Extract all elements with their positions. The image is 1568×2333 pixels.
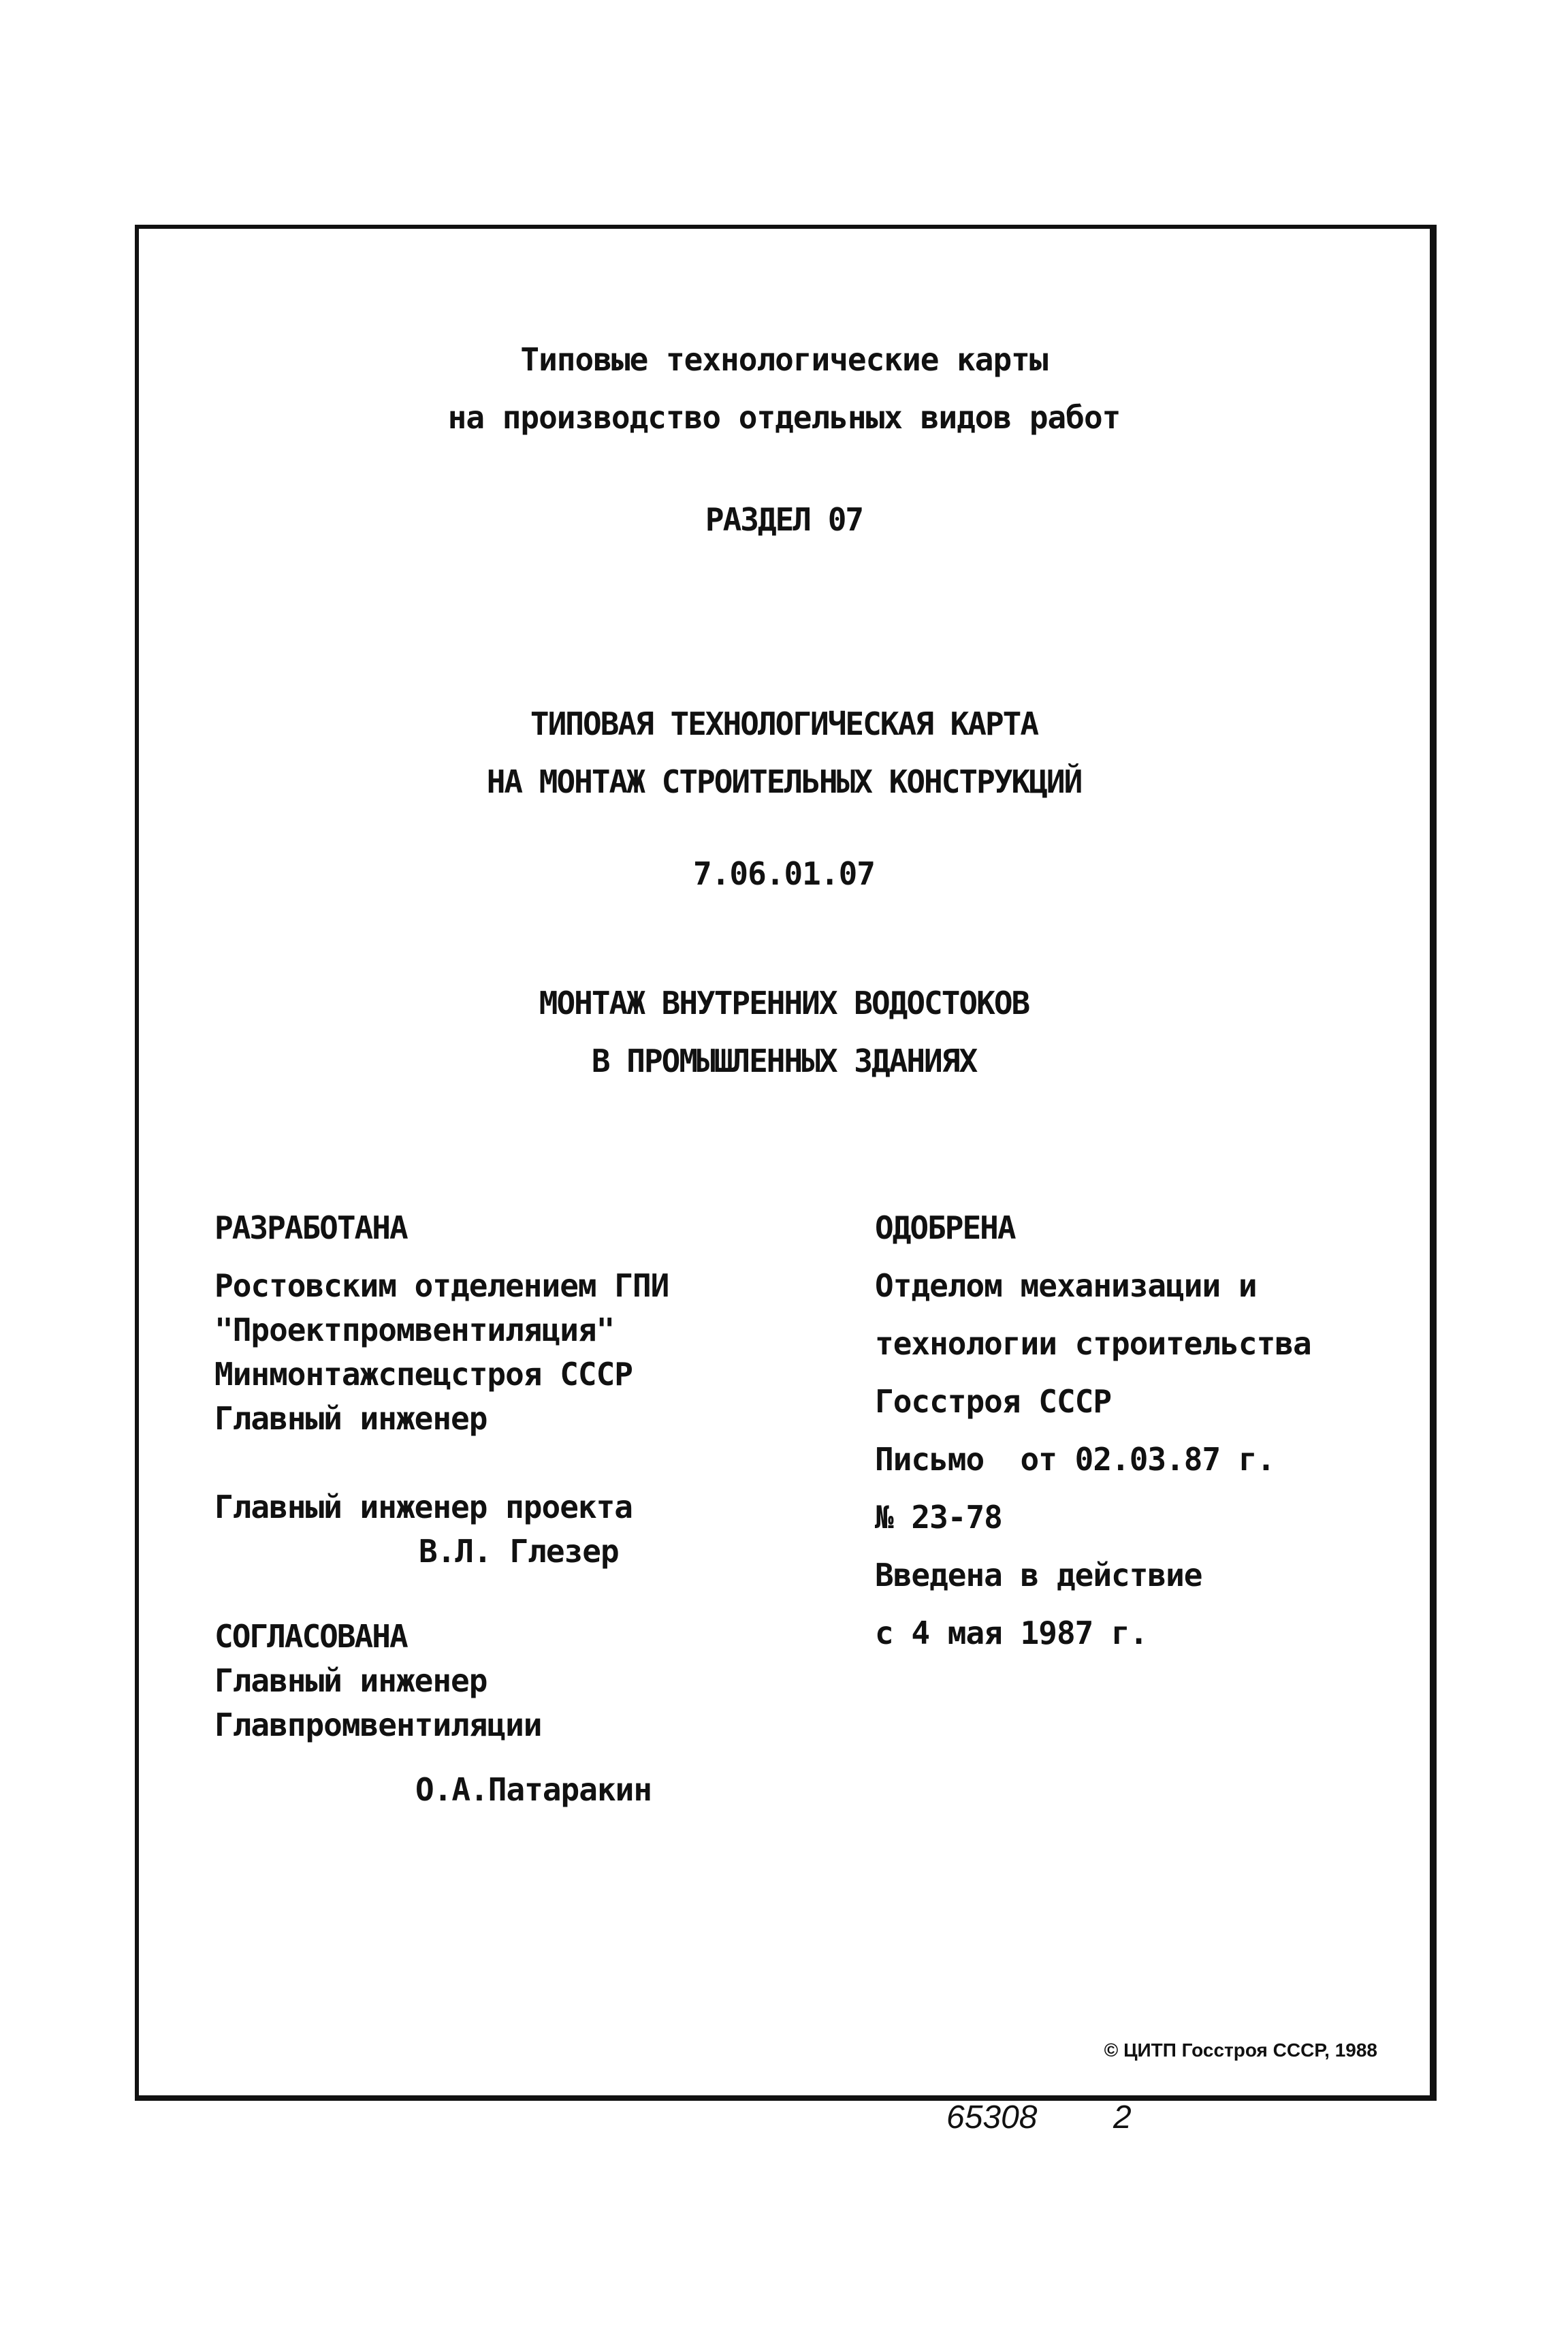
approved-heading: ОДОБРЕНА [875, 1209, 1015, 1246]
developed-line-3: Минмонтажспецстроя СССР [214, 1356, 633, 1393]
header-line-2: на производство отдельных видов работ [447, 399, 1121, 436]
developed-line-1: Ростовским отделением ГПИ [214, 1267, 669, 1304]
approved-letter-date: Письмо от 02.03.87 г. [875, 1441, 1275, 1478]
developed-line-4: Главный инженер [214, 1400, 487, 1437]
agreed-line-1: Главный инженер [214, 1662, 487, 1699]
header-line-1: Типовые технологические карты [520, 341, 1048, 378]
agreed-heading: СОГЛАСОВАНА [214, 1618, 407, 1655]
developed-line-2: "Проектпромвентиляция" [214, 1312, 615, 1348]
document-code: 7.06.01.07 [693, 855, 875, 892]
approved-letter-number: № 23-78 [875, 1499, 1002, 1536]
section-label: РАЗДЕЛ 07 [705, 501, 863, 538]
chief-project-engineer-title: Главный инженер проекта [214, 1489, 633, 1525]
subject-line-2: В ПРОМЫШЛЕННЫХ ЗДАНИЯХ [591, 1043, 977, 1079]
developed-heading: РАЗРАБОТАНА [214, 1209, 407, 1246]
document-number: 65308 [946, 2099, 1038, 2136]
title-line-1: ТИПОВАЯ ТЕХНОЛОГИЧЕСКАЯ КАРТА [530, 705, 1038, 742]
copyright-notice: © ЦИТП Госстроя СССР, 1988 [1104, 2040, 1377, 2061]
approved-line-6: Введена в действие [875, 1557, 1202, 1593]
title-line-2: НА МОНТАЖ СТРОИТЕЛЬНЫХ КОНСТРУКЦИЙ [486, 763, 1082, 800]
subject-line-1: МОНТАЖ ВНУТРЕННИХ ВОДОСТОКОВ [539, 985, 1029, 1021]
chief-project-engineer-name: В.Л. Глезер [419, 1533, 619, 1570]
approved-line-3: Госстроя СССР [875, 1383, 1112, 1420]
approved-line-2: технологии строительства [875, 1325, 1311, 1362]
agreed-name: О.А.Патаракин [415, 1771, 652, 1808]
effective-date: с 4 мая 1987 г. [875, 1615, 1148, 1651]
approved-line-1: Отделом механизации и [875, 1267, 1257, 1304]
agreed-line-2: Главпромвентиляции [214, 1707, 542, 1743]
page-number: 2 [1113, 2099, 1132, 2136]
